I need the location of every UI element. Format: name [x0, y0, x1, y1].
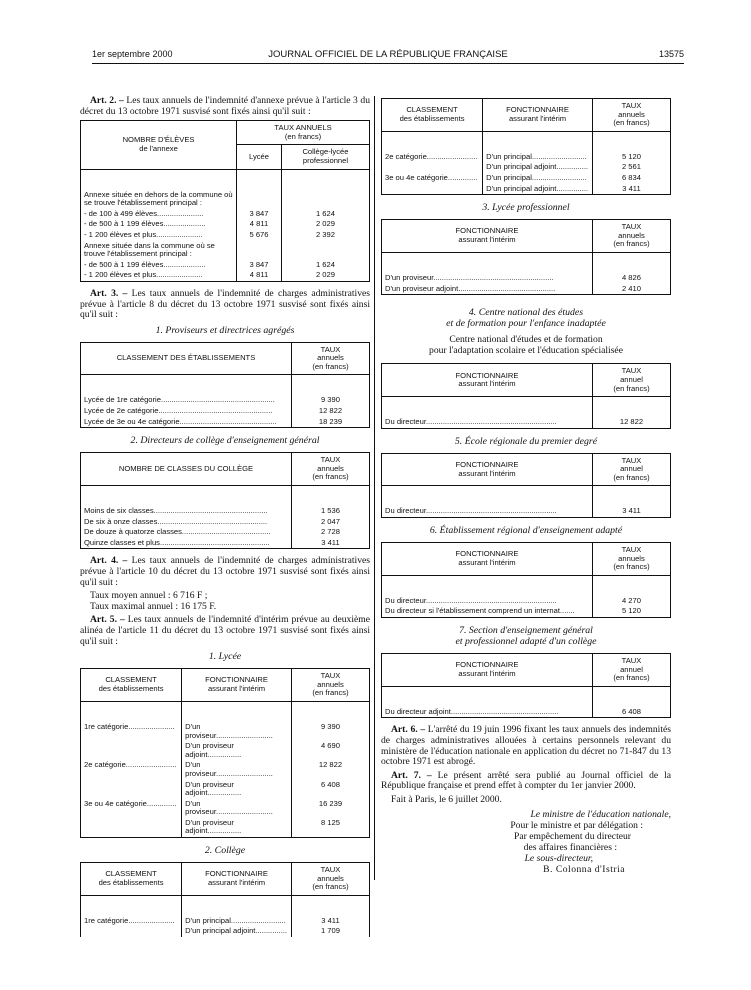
signatory-name: B. Colonna d'Istria [543, 863, 625, 875]
article-6: Art. 6. – L'arrêté du 19 juin 1996 fixant les taux annuels des indemnités de charges administratives allouées à certains personnels relevant du ministère de l'éducation nationale en application du décret no 71-847 du 13 octobre 1971 est abrogé. [381, 724, 671, 768]
directeurs-college-table [80, 452, 370, 549]
rate-value: 3 411 [592, 184, 670, 195]
annex-indemnity-table [80, 120, 370, 282]
rate-value: 9 390 [291, 722, 369, 741]
rate-value: 18 239 [291, 417, 369, 428]
col-header-taux: TAUX annuels (en francs) [291, 453, 369, 486]
article-2: Art. 2. – Les taux annuels de l'indemnité d'annexe prévue à l'article 3 du décret du 13 octobre 1971 susvisé sont fixés ainsi qu'il suit : [80, 95, 370, 117]
section-heading: 2. Collège [204, 845, 246, 857]
ecole-regionale-table [381, 453, 671, 518]
col-header-taux: TAUX annuel (en francs) [592, 453, 670, 486]
lycee-professionnel-table [381, 219, 671, 295]
row-label: Quinze classes et plus.................................................... [81, 538, 292, 549]
row-label: - de 500 à 1 199 élèves.................... [81, 219, 237, 230]
section-heading: 3. Lycée professionnel [482, 202, 570, 214]
table-row [81, 799, 370, 818]
table-row [382, 162, 671, 173]
col-header-fonctionnaire: FONCTIONNAIRE assurant l'intérim [382, 543, 593, 576]
table-row [81, 241, 370, 260]
col-header-fonctionnaire: FONCTIONNAIRE assurant l'intérim [182, 863, 292, 896]
row-label: De six à onze classes.................................................... [81, 517, 292, 528]
classement-cell [81, 780, 182, 799]
signatory-title: Le ministre de l'éducation nationale, [530, 808, 671, 820]
page-number: 13575 [658, 49, 684, 59]
row-label: Lycée de 3e ou 4e catégorie.............................................. [81, 417, 292, 428]
rate-value: 16 239 [291, 799, 369, 818]
article-7: Art. 7. – Le présent arrêté sera publié au Journal officiel de la République française et prend effet à compter du 1er janvier 2000. [381, 769, 671, 792]
table-row [81, 741, 370, 760]
col-header-taux: TAUX annuel (en francs) [592, 654, 670, 687]
spacer-row [81, 375, 370, 396]
college-value: 1 624 [281, 260, 369, 271]
table-row [382, 707, 671, 718]
classement-cell [81, 818, 182, 838]
table-row [81, 538, 370, 549]
table-row [81, 926, 370, 937]
fonctionnaire-cell: D'un proviseur........................... [182, 760, 292, 779]
interim-college-table-cont [381, 98, 671, 195]
fonctionnaire-cell: D'un principal.......................... [483, 152, 593, 163]
table-row [382, 596, 671, 607]
rate-value: 2 561 [592, 162, 670, 173]
signatory-role: Le sous-directeur, [524, 852, 593, 864]
fonctionnaire-cell: D'un proviseur adjoint................ [182, 741, 292, 760]
col-header-taux: TAUX annuels (en francs) [291, 342, 369, 375]
rate-value: 2 047 [291, 517, 369, 528]
table-row [382, 152, 671, 163]
rate-value: 12 822 [291, 760, 369, 779]
table-row [81, 219, 370, 230]
section-heading: 2. Directeurs de collège d'enseignement général [130, 435, 320, 447]
table-row [382, 173, 671, 184]
classement-cell: 3e ou 4e catégorie.............. [382, 173, 483, 184]
col-header-fonctionnaire: FONCTIONNAIRE assurant l'intérim [182, 669, 292, 702]
page-header [92, 49, 684, 64]
left-column [80, 96, 370, 937]
centre-national-table [381, 363, 671, 428]
spacer-row [382, 252, 671, 273]
classement-cell: 3e ou 4e catégorie.............. [81, 799, 182, 818]
table-row [81, 780, 370, 799]
table-row [382, 606, 671, 617]
taux-maximal: Taux maximal annuel : 16 175 F. [90, 600, 217, 612]
fonctionnaire-cell: D'un principal adjoint............... [483, 162, 593, 173]
classement-cell [81, 926, 182, 937]
rate-value: 5 120 [592, 606, 670, 617]
signatory-line3: Par empêchement du directeur [514, 830, 631, 842]
college-value: 2 029 [281, 270, 369, 281]
col-header-taux: TAUX annuels (en francs) [592, 220, 670, 253]
spacer-row [382, 686, 671, 707]
table-row [81, 722, 370, 741]
header-date: 1er septembre 2000 [92, 49, 173, 59]
table-row [81, 260, 370, 271]
table-row [81, 916, 370, 927]
lycee-value: 3 847 [237, 260, 282, 271]
section-subheading: Centre national d'études et de formation pour l'adaptation scolaire et l'éducation spécialisée [429, 334, 623, 356]
fonctionnaire-cell: D'un principal.......................... [182, 916, 292, 927]
row-label: - de 500 à 1 199 élèves.................... [81, 260, 237, 271]
column-divider [374, 96, 375, 880]
col-header-taux: TAUX annuels (en francs) [592, 99, 670, 132]
article-3: Art. 3. – Les taux annuels de l'indemnité de charges administratives prévue à l'article 8 du décret du 13 octobre 1971 susvisé sont fixés ainsi qu'il suit : [80, 287, 370, 321]
rate-value: 4 690 [291, 741, 369, 760]
table-row [81, 230, 370, 241]
classement-cell [81, 741, 182, 760]
row-label: Moins de six classes...................................................... [81, 506, 292, 517]
fonctionnaire-cell: D'un proviseur........................... [182, 722, 292, 741]
row-label: Lycée de 2e catégorie...................................................... [81, 406, 292, 417]
row-label: Du directeur.............................................................. [382, 596, 593, 607]
table-row [81, 190, 370, 209]
row-label: De douze à quatorze classes.......................................... [81, 527, 292, 538]
segpa-table [381, 653, 671, 718]
table-row [81, 527, 370, 538]
college-value [281, 190, 369, 209]
fonctionnaire-cell: D'un principal adjoint............... [182, 926, 292, 937]
rate-value: 1 536 [291, 506, 369, 517]
fait-a-paris: Fait à Paris, le 6 juillet 2000. [391, 793, 502, 805]
row-label: Annexe située dans la commune où se trouve l'établissement principal : [81, 241, 237, 260]
rate-value: 12 822 [592, 417, 670, 428]
classement-cell: 2e catégorie........................ [382, 152, 483, 163]
col-header-nombre-classes: NOMBRE DE CLASSES DU COLLÈGE [81, 453, 292, 486]
table-row [81, 406, 370, 417]
col-header-classement: CLASSEMENT des établissements [81, 669, 182, 702]
col-header-nombre: NOMBRE D'ÉLÈVES de l'annexe [81, 121, 237, 169]
col-header-classement: CLASSEMENT des établissements [81, 863, 182, 896]
article-4: Art. 4. – Les taux annuels de l'indemnité de charges administratives prévue à l'article 10 du décret du 13 octobre 1971 susvisé sont fixés ainsi qu'il suit : [80, 555, 370, 588]
college-value: 2 029 [281, 219, 369, 230]
classement-cell: 1re catégorie...................... [81, 722, 182, 741]
lycee-value [237, 241, 282, 260]
table-row [81, 818, 370, 838]
spacer-row [382, 575, 671, 596]
lycee-value [237, 190, 282, 209]
erea-table [381, 542, 671, 618]
right-column [381, 96, 671, 875]
col-header-fonctionnaire: FONCTIONNAIRE assurant l'intérim [382, 220, 593, 253]
row-label: D'un proviseur......................................................... [382, 273, 593, 284]
section-heading: 1. Proviseurs et directrices agrégés [155, 324, 295, 336]
row-label: - 1 200 élèves et plus...................... [81, 230, 237, 241]
row-label: Lycée de 1re catégorie...................................................... [81, 395, 292, 406]
signatory-line4: des affaires financières : [523, 841, 617, 853]
spacer-row [382, 486, 671, 507]
spacer-row [81, 169, 370, 190]
rate-value: 1 709 [291, 926, 369, 937]
col-header-taux: TAUX annuel (en francs) [592, 364, 670, 397]
row-label: - 1 200 élèves et plus...................... [81, 270, 237, 281]
spacer-row [81, 895, 370, 916]
signature-block [381, 809, 671, 875]
col-header-fonctionnaire: FONCTIONNAIRE assurant l'intérim [382, 654, 593, 687]
rate-value: 2 728 [291, 527, 369, 538]
row-label: Du directeur.............................................................. [382, 417, 593, 428]
table-row [81, 395, 370, 406]
col-header-taux: TAUX ANNUELS (en francs) [237, 121, 370, 145]
table-row [81, 506, 370, 517]
col-header-taux: TAUX annuels (en francs) [592, 543, 670, 576]
fonctionnaire-cell: D'un proviseur........................... [182, 799, 292, 818]
col-header-taux: TAUX annuels (en francs) [291, 863, 369, 896]
spacer-row [382, 131, 671, 152]
interim-college-table [80, 862, 370, 937]
lycee-value: 4 811 [237, 219, 282, 230]
rate-value: 6 408 [291, 780, 369, 799]
rate-value: 4 270 [592, 596, 670, 607]
section-heading: 5. École régionale du premier degré [454, 435, 598, 447]
rate-value: 3 411 [291, 916, 369, 927]
col-header-fonctionnaire: FONCTIONNAIRE assurant l'intérim [483, 99, 593, 132]
proviseurs-table [80, 342, 370, 429]
rate-value: 12 822 [291, 406, 369, 417]
table-row [81, 417, 370, 428]
rate-value: 3 411 [291, 538, 369, 549]
row-label: Annexe située en dehors de la commune où se trouve l'établissement principal : [81, 190, 237, 209]
row-label: Du directeur adjoint................................................... [382, 707, 593, 718]
college-value: 2 392 [281, 230, 369, 241]
row-label: D'un proviseur adjoint.............................................. [382, 284, 593, 295]
col-header-college: Collège-lycée professionnel [281, 145, 369, 169]
col-header-fonctionnaire: FONCTIONNAIRE assurant l'intérim [382, 453, 593, 486]
col-header-classement: CLASSEMENT des établissements [382, 99, 483, 132]
table-row [382, 417, 671, 428]
table-row [81, 209, 370, 220]
lycee-value: 3 847 [237, 209, 282, 220]
rate-value: 8 125 [291, 818, 369, 838]
classement-cell [382, 184, 483, 195]
rate-value: 2 410 [592, 284, 670, 295]
lycee-value: 4 811 [237, 270, 282, 281]
table-row [382, 184, 671, 195]
table-row [81, 517, 370, 528]
rate-value: 3 411 [592, 506, 670, 517]
fonctionnaire-cell: D'un principal adjoint............... [483, 184, 593, 195]
signatory-delegation: Pour le ministre et par délégation : [510, 819, 643, 831]
section-heading: 6. Établissement régional d'enseignement adapté [429, 525, 623, 537]
spacer-row [81, 701, 370, 722]
college-value [281, 241, 369, 260]
row-label: Du directeur.............................................................. [382, 506, 593, 517]
section-heading: 1. Lycée [208, 651, 242, 663]
college-value: 1 624 [281, 209, 369, 220]
section-heading: 7. Section d'enseignement général et professionnel adapté d'un collège [455, 625, 597, 648]
interim-lycee-table [80, 668, 370, 838]
table-row [81, 270, 370, 281]
fonctionnaire-cell: D'un principal.......................... [483, 173, 593, 184]
journal-title: JOURNAL OFFICIEL DE LA RÉPUBLIQUE FRANÇAISE [268, 49, 508, 60]
taux-moyen: Taux moyen annuel : 6 716 F ; [90, 590, 208, 602]
spacer-row [81, 486, 370, 507]
rate-value: 4 826 [592, 273, 670, 284]
article-5: Art. 5. – Les taux annuels de l'indemnité d'intérim prévue au deuxième alinéa de l'article 11 du décret du 13 octobre 1971 susvisé sont fixés ainsi qu'il suit : [80, 614, 370, 647]
table-row [81, 760, 370, 779]
classement-cell [382, 162, 483, 173]
col-header-taux: TAUX annuels (en francs) [291, 669, 369, 702]
classement-cell: 1re catégorie...................... [81, 916, 182, 927]
table-row [382, 506, 671, 517]
rate-value: 6 834 [592, 173, 670, 184]
rate-value: 5 120 [592, 152, 670, 163]
fonctionnaire-cell: D'un proviseur adjoint................ [182, 818, 292, 838]
table-row [382, 273, 671, 284]
rate-value: 9 390 [291, 395, 369, 406]
classement-cell: 2e catégorie........................ [81, 760, 182, 779]
table-row [382, 284, 671, 295]
lycee-value: 5 676 [237, 230, 282, 241]
spacer-row [382, 397, 671, 418]
section-heading: 4. Centre national des études et de formation pour l'enfance inadaptée [446, 307, 606, 330]
row-label: - de 100 à 499 élèves...................... [81, 209, 237, 220]
rate-value: 6 408 [592, 707, 670, 718]
fonctionnaire-cell: D'un proviseur adjoint................ [182, 780, 292, 799]
col-header-lycee: Lycée [237, 145, 282, 169]
row-label: Du directeur si l'établissement comprend un internat....... [382, 606, 593, 617]
col-header-fonctionnaire: FONCTIONNAIRE assurant l'intérim [382, 364, 593, 397]
col-header-classement: CLASSEMENT DES ÉTABLISSEMENTS [81, 342, 292, 375]
